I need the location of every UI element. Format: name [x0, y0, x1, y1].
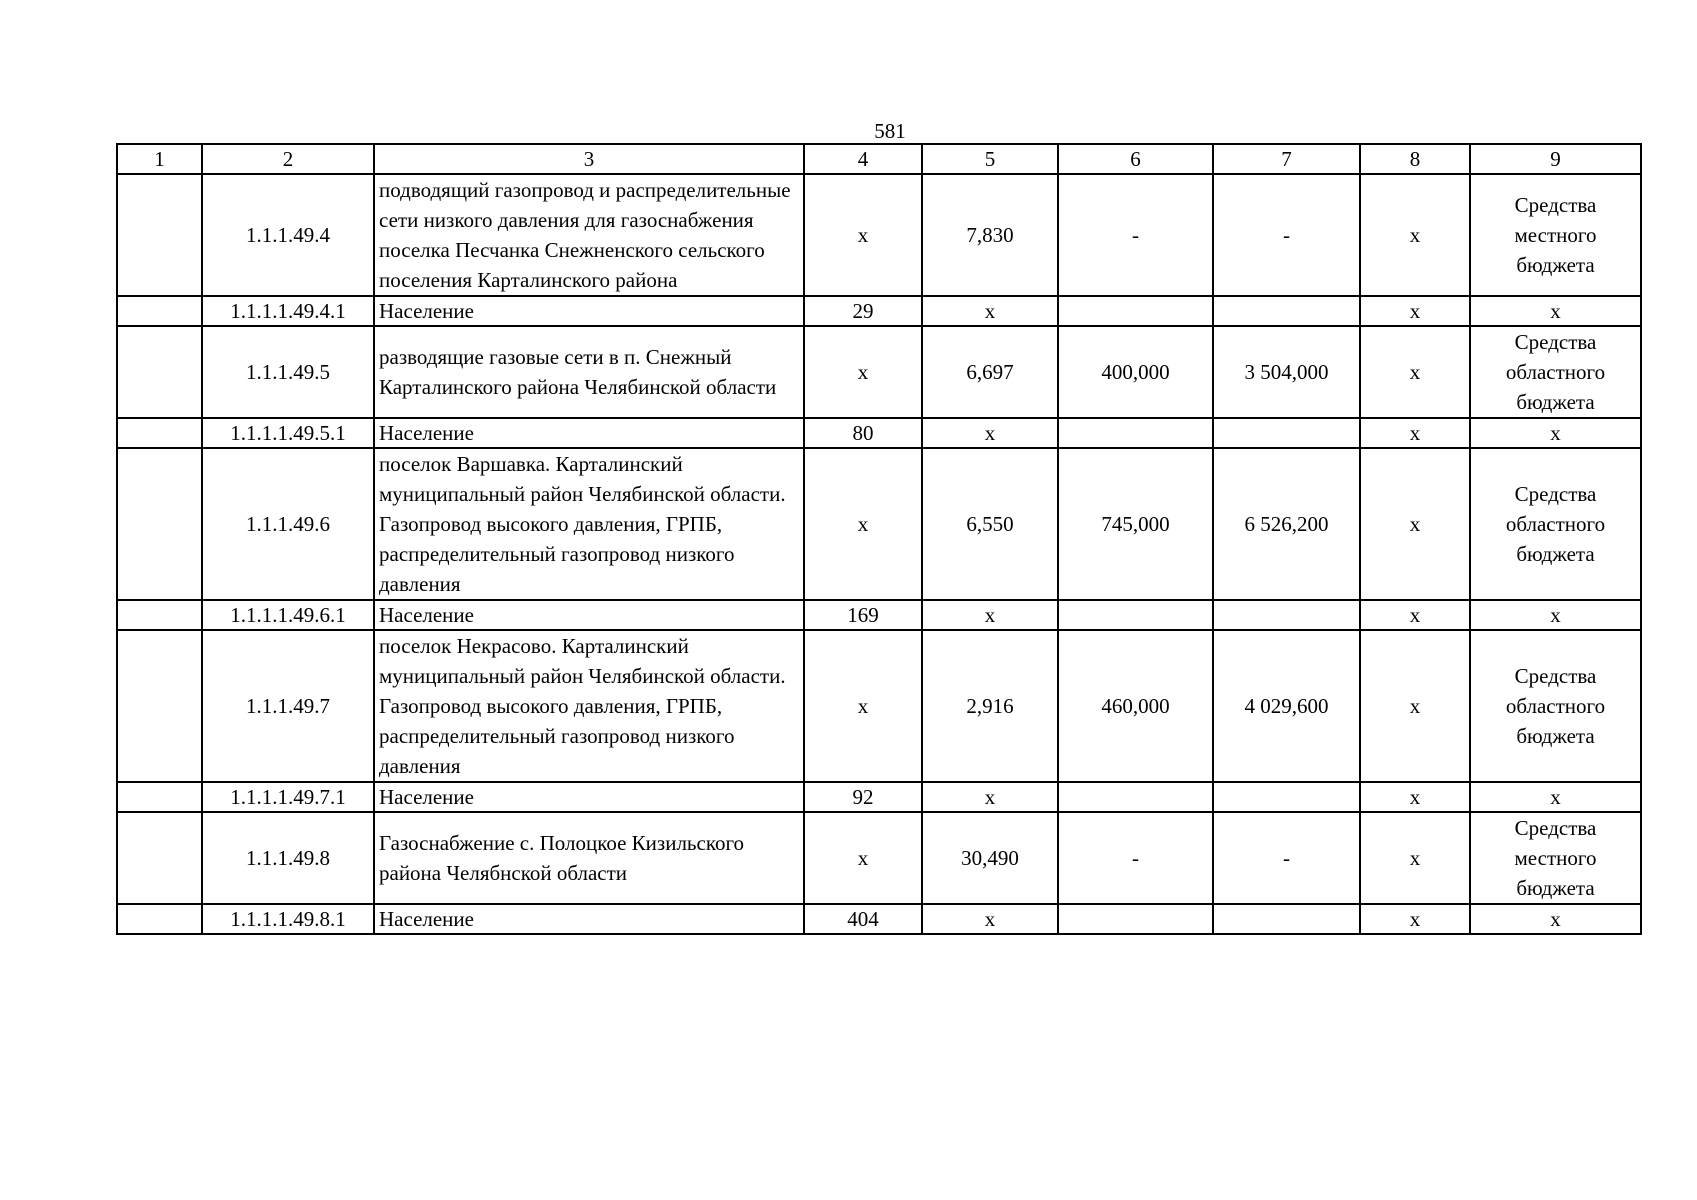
table-row: [117, 418, 1641, 448]
cell-col7: [1213, 418, 1360, 448]
page-number: 581: [874, 119, 906, 143]
cell-col6: -: [1058, 812, 1213, 904]
cell-col6: -: [1058, 174, 1213, 296]
cell-col6: [1058, 904, 1213, 934]
cell-description: поселок Варшавка. Карталинский муниципальный район Челябинской области. Газопровод высокого давления, ГРПБ, распределительный газопровод низкого давления: [374, 448, 804, 600]
column-header: 2: [202, 144, 374, 174]
cell-col8: х: [1360, 296, 1470, 326]
cell-col1: [117, 326, 202, 418]
table-row: [117, 174, 1641, 296]
column-number-row: [117, 144, 1641, 174]
cell-col4: х: [804, 630, 922, 782]
cell-col4: х: [804, 812, 922, 904]
cell-col1: [117, 174, 202, 296]
cell-funding-source: Средства областного бюджета: [1470, 326, 1641, 418]
cell-col7: -: [1213, 812, 1360, 904]
cell-col7: 3 504,000: [1213, 326, 1360, 418]
cell-col7: 6 526,200: [1213, 448, 1360, 600]
cell-col1: [117, 630, 202, 782]
cell-col7: [1213, 600, 1360, 630]
column-header: 1: [117, 144, 202, 174]
table-row: [117, 600, 1641, 630]
cell-col4: х: [804, 174, 922, 296]
cell-col8: х: [1360, 448, 1470, 600]
cell-col8: х: [1360, 630, 1470, 782]
table-row: [117, 812, 1641, 904]
table-row: [117, 904, 1641, 934]
cell-description: поселок Некрасово. Карталинский муниципальный район Челябинской области. Газопровод высокого давления, ГРПБ, распределительный газопровод низкого давления: [374, 630, 804, 782]
cell-col6: [1058, 296, 1213, 326]
cell-col6: 460,000: [1058, 630, 1213, 782]
cell-col1: [117, 418, 202, 448]
cell-code: 1.1.1.1.49.4.1: [202, 296, 374, 326]
cell-col6: [1058, 418, 1213, 448]
cell-col4: 92: [804, 782, 922, 812]
cell-col5: 6,697: [922, 326, 1058, 418]
cell-col5: х: [922, 296, 1058, 326]
cell-funding-source: Средства местного бюджета: [1470, 812, 1641, 904]
cell-col1: [117, 782, 202, 812]
cell-col6: [1058, 600, 1213, 630]
cell-code: 1.1.1.49.5: [202, 326, 374, 418]
column-header: 9: [1470, 144, 1641, 174]
cell-col8: х: [1360, 782, 1470, 812]
cell-col5: 30,490: [922, 812, 1058, 904]
cell-code: 1.1.1.49.6: [202, 448, 374, 600]
cell-col5: х: [922, 418, 1058, 448]
cell-description: Население: [374, 782, 804, 812]
cell-col7: [1213, 296, 1360, 326]
cell-description: Население: [374, 296, 804, 326]
cell-col4: х: [804, 326, 922, 418]
cell-code: 1.1.1.1.49.5.1: [202, 418, 374, 448]
cell-col8: х: [1360, 326, 1470, 418]
cell-description: подводящий газопровод и распределительные сети низкого давления для газоснабжения поселка Песчанка Снежненского сельского поселения Карталинского района: [374, 174, 804, 296]
cell-col8: х: [1360, 174, 1470, 296]
cell-description: Население: [374, 904, 804, 934]
cell-code: 1.1.1.1.49.7.1: [202, 782, 374, 812]
table-row: [117, 448, 1641, 600]
cell-description: Газоснабжение с. Полоцкое Кизильского района Челябнской области: [374, 812, 804, 904]
cell-funding-source: х: [1470, 418, 1641, 448]
cell-col1: [117, 904, 202, 934]
cell-funding-source: х: [1470, 782, 1641, 812]
cell-funding-source: х: [1470, 904, 1641, 934]
cell-funding-source: х: [1470, 296, 1641, 326]
column-header: 8: [1360, 144, 1470, 174]
column-header: 7: [1213, 144, 1360, 174]
cell-col5: х: [922, 782, 1058, 812]
cell-col4: 29: [804, 296, 922, 326]
cell-code: 1.1.1.49.4: [202, 174, 374, 296]
cell-col7: [1213, 904, 1360, 934]
cell-col6: [1058, 782, 1213, 812]
cell-description: Население: [374, 418, 804, 448]
cell-funding-source: Средства областного бюджета: [1470, 630, 1641, 782]
cell-code: 1.1.1.1.49.6.1: [202, 600, 374, 630]
table-row: [117, 630, 1641, 782]
cell-col5: х: [922, 600, 1058, 630]
column-header: 4: [804, 144, 922, 174]
column-header: 5: [922, 144, 1058, 174]
cell-col7: [1213, 782, 1360, 812]
table-row: [117, 296, 1641, 326]
cell-col4: 80: [804, 418, 922, 448]
cell-code: 1.1.1.49.7: [202, 630, 374, 782]
cell-col1: [117, 448, 202, 600]
cell-col4: 169: [804, 600, 922, 630]
cell-col8: х: [1360, 600, 1470, 630]
cell-col5: 7,830: [922, 174, 1058, 296]
cell-col4: 404: [804, 904, 922, 934]
cell-col8: х: [1360, 418, 1470, 448]
cell-col6: 745,000: [1058, 448, 1213, 600]
cell-col7: 4 029,600: [1213, 630, 1360, 782]
cell-col7: -: [1213, 174, 1360, 296]
column-header: 6: [1058, 144, 1213, 174]
cell-description: Население: [374, 600, 804, 630]
cell-col5: 2,916: [922, 630, 1058, 782]
cell-col1: [117, 296, 202, 326]
cell-col1: [117, 812, 202, 904]
cell-funding-source: х: [1470, 600, 1641, 630]
cell-col4: х: [804, 448, 922, 600]
cell-description: разводящие газовые сети в п. Снежный Карталинского района Челябинской области: [374, 326, 804, 418]
cell-col5: 6,550: [922, 448, 1058, 600]
cell-col6: 400,000: [1058, 326, 1213, 418]
column-header: 3: [374, 144, 804, 174]
cell-funding-source: Средства областного бюджета: [1470, 448, 1641, 600]
cell-col8: х: [1360, 904, 1470, 934]
table-row: [117, 782, 1641, 812]
cell-funding-source: Средства местного бюджета: [1470, 174, 1641, 296]
cell-col8: х: [1360, 812, 1470, 904]
table-row: [117, 326, 1641, 418]
cell-code: 1.1.1.49.8: [202, 812, 374, 904]
cell-code: 1.1.1.1.49.8.1: [202, 904, 374, 934]
cell-col1: [117, 600, 202, 630]
cell-col5: х: [922, 904, 1058, 934]
data-table: [116, 143, 1642, 935]
